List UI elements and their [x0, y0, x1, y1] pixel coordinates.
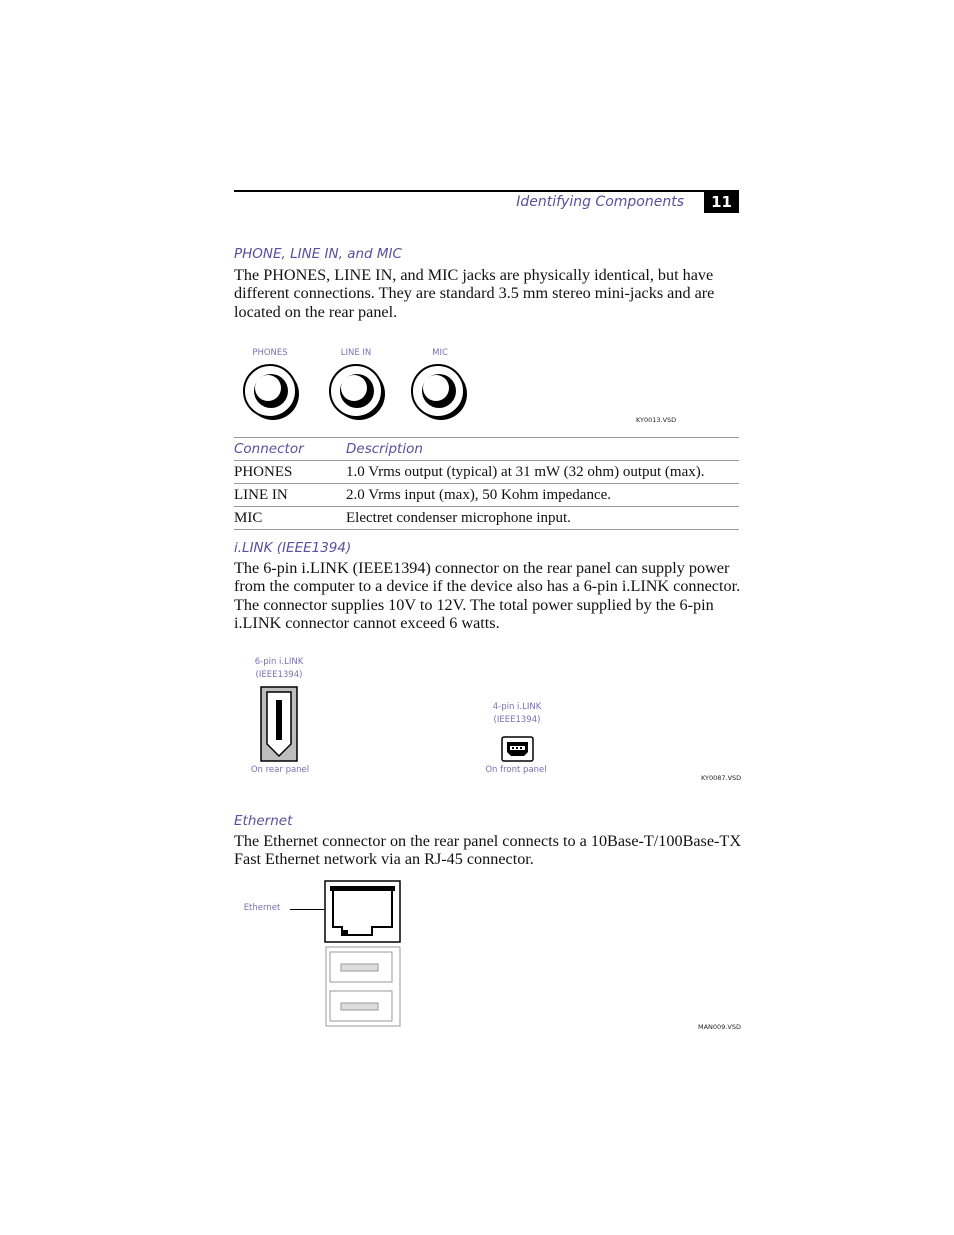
table-cell-description: Electret condenser microphone input.	[346, 507, 739, 530]
six-pin-caption: On rear panel	[250, 765, 310, 775]
figure-filename-ethernet: MAN009.VSD	[698, 1023, 741, 1031]
line-in-jack-icon	[330, 365, 385, 420]
paragraph-ethernet: The Ethernet connector on the rear panel connects to a 10Base-T/100Base-TX Fast Ethernet network via an RJ-45 connector.	[234, 832, 742, 869]
four-pin-label: 4-pin i.LINK	[492, 702, 542, 712]
six-pin-label: 6-pin i.LINK	[254, 657, 304, 667]
table-header-row	[234, 438, 739, 461]
audio-jacks-drawing	[234, 360, 484, 424]
section-heading-ethernet: Ethernet	[234, 813, 293, 829]
table-row	[234, 507, 739, 530]
four-pin-ilink-icon	[501, 736, 534, 762]
connector-table	[234, 437, 739, 530]
section-heading-ilink: i.LINK (IEEE1394)	[234, 540, 352, 556]
jack-label-line-in: LINE IN	[340, 348, 372, 358]
ethernet-port-drawing	[324, 880, 402, 1030]
figure-ilink	[234, 652, 742, 787]
table-row	[234, 461, 739, 484]
table-header-connector: Connector	[234, 438, 346, 461]
four-pin-label-standard: (IEEE1394)	[493, 715, 541, 725]
table-header-description: Description	[346, 438, 739, 461]
figure-ethernet	[234, 878, 739, 1033]
jack-label-phones: PHONES	[252, 348, 288, 358]
paragraph-audio: The PHONES, LINE IN, and MIC jacks are physically identical, but have different connections. They are standard 3.5 mm stereo mini-jacks and are located on the rear panel.	[234, 266, 715, 321]
table-cell-description: 1.0 Vrms output (typical) at 31 mW (32 ohm) output (max).	[346, 461, 739, 484]
ethernet-leader-line	[290, 909, 324, 910]
six-pin-label-standard: (IEEE1394)	[255, 670, 303, 680]
running-header-title: Identifying Components	[516, 194, 684, 210]
header-rule	[234, 190, 739, 192]
table-cell-connector: PHONES	[234, 461, 346, 484]
table-cell-connector: LINE IN	[234, 484, 346, 507]
figure-audio-jacks	[234, 340, 739, 430]
six-pin-ilink-icon	[260, 686, 298, 762]
table-cell-connector: MIC	[234, 507, 346, 530]
usb-ports-icon	[326, 947, 400, 1026]
figure-filename-audio: KY0013.VSD	[636, 416, 677, 424]
mic-jack-icon	[412, 365, 467, 420]
jack-label-mic: MIC	[432, 348, 448, 358]
phones-jack-icon	[244, 365, 299, 420]
table-row	[234, 484, 739, 507]
rj45-port-icon	[325, 881, 400, 942]
paragraph-ilink: The 6-pin i.LINK (IEEE1394) connector on the rear panel can supply power from the computer to a device if the device also has a 6-pin i.LINK connector. The connector supplies 10V to 12V. The total power supplied by the 6-pin i.LINK connector cannot exceed 6 watts.	[234, 559, 741, 633]
section-heading-audio: PHONE, LINE IN, and MIC	[234, 246, 402, 262]
ethernet-label: Ethernet	[243, 903, 281, 913]
figure-filename-ilink: KY0087.VSD	[701, 774, 742, 782]
table-cell-description: 2.0 Vrms input (max), 50 Kohm impedance.	[346, 484, 739, 507]
four-pin-caption: On front panel	[485, 765, 547, 775]
page-number: 11	[704, 191, 739, 213]
